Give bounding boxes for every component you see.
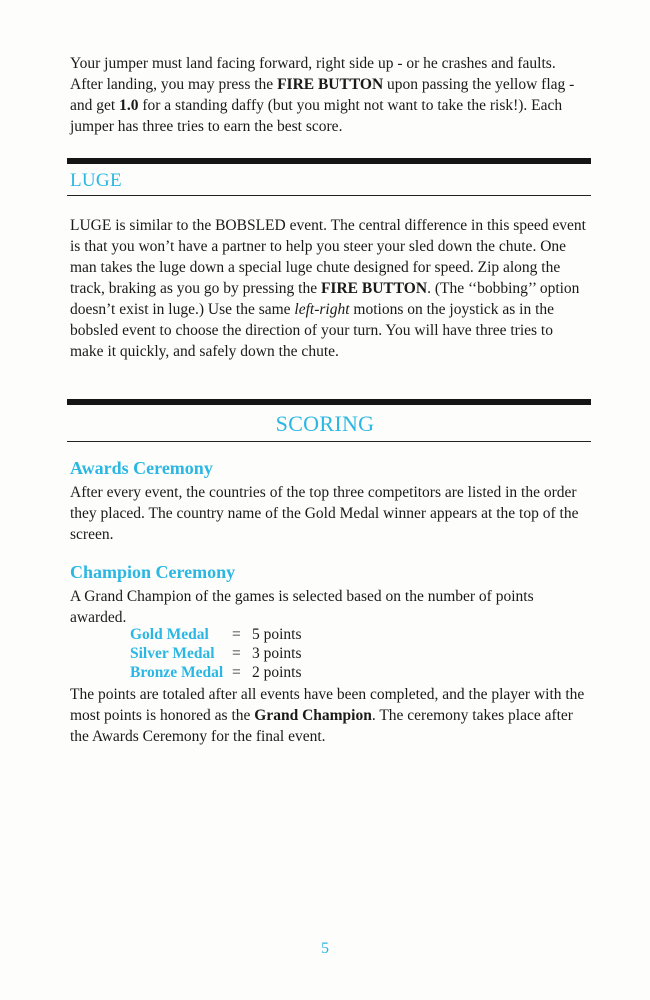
scoring-bottom-rule xyxy=(67,441,591,442)
medal-points-table xyxy=(130,625,302,682)
luge-text-2: . (The ‘‘bobbing’’ option doesn’t exist in luge.) Use the same xyxy=(70,280,580,318)
luge-text-1: LUGE is similar to the BOBSLED event. The central difference in this speed event is that you won’t have a partner to help you steer your sled down the chute. One man takes the luge down a special luge chute designed for speed. Zip along the track, braking as you go by pressing the xyxy=(70,217,586,297)
intro-paragraph xyxy=(70,53,590,137)
awards-ceremony-heading: Awards Ceremony xyxy=(70,458,213,478)
luge-heading: LUGE xyxy=(70,170,122,191)
medal-equals: = xyxy=(232,645,241,662)
grand-champion-term: Grand Champion xyxy=(254,707,372,724)
intro-score-term: 1.0 xyxy=(119,97,139,114)
luge-paragraph xyxy=(70,215,590,362)
champion-ceremony-heading: Champion Ceremony xyxy=(70,562,236,582)
medal-name: Silver Medal xyxy=(130,645,215,662)
medal-row-silver xyxy=(130,644,302,663)
grand-champion-text-1: The points are totaled after all events have been completed, and the player with the most points is honored as the xyxy=(70,686,585,724)
medal-equals: = xyxy=(232,626,241,643)
medal-row-bronze xyxy=(130,663,302,682)
luge-left-right-term: left-right xyxy=(294,301,350,318)
medal-name: Bronze Medal xyxy=(130,664,224,681)
scoring-heading: SCORING xyxy=(275,411,375,436)
champion-text: A Grand Champion of the games is selected based on the number of points awarded. xyxy=(70,588,534,626)
medal-points: 3 points xyxy=(252,645,302,662)
luge-fire-button-term: FIRE BUTTON xyxy=(320,280,428,297)
medal-row-gold xyxy=(130,625,302,644)
champion-paragraph xyxy=(70,586,590,628)
medal-points: 5 points xyxy=(252,626,302,643)
luge-top-rule xyxy=(67,158,591,164)
awards-text: After every event, the countries of the top three competitors are listed in the order they placed. The country name of the Gold Medal winner appears at the top of the screen. xyxy=(70,484,579,543)
grand-champion-text-2: . The ceremony takes place after the Awards Ceremony for the final event. xyxy=(70,707,573,745)
scoring-top-rule xyxy=(67,399,591,405)
grand-champion-paragraph xyxy=(70,684,590,747)
page-number: 5 xyxy=(321,940,329,957)
intro-text-2: upon passing the yellow flag - and get xyxy=(70,76,575,114)
medal-points: 2 points xyxy=(252,664,302,681)
luge-text-3: motions on the joystick as in the bobsled event to choose the direction of your turn. You will have three tries to make it quickly, and safely down the chute. xyxy=(70,301,555,360)
intro-fire-button-term: FIRE BUTTON xyxy=(277,76,384,93)
awards-paragraph xyxy=(70,482,590,545)
intro-text-1: Your jumper must land facing forward, right side up - or he crashes and faults. After landing, you may press the xyxy=(70,55,556,93)
medal-name: Gold Medal xyxy=(130,626,209,643)
luge-bottom-rule xyxy=(67,195,591,196)
medal-equals: = xyxy=(232,664,241,681)
intro-text-3: for a standing daffy (but you might not want to take the risk!). Each jumper has three tries to earn the best score. xyxy=(70,97,563,135)
